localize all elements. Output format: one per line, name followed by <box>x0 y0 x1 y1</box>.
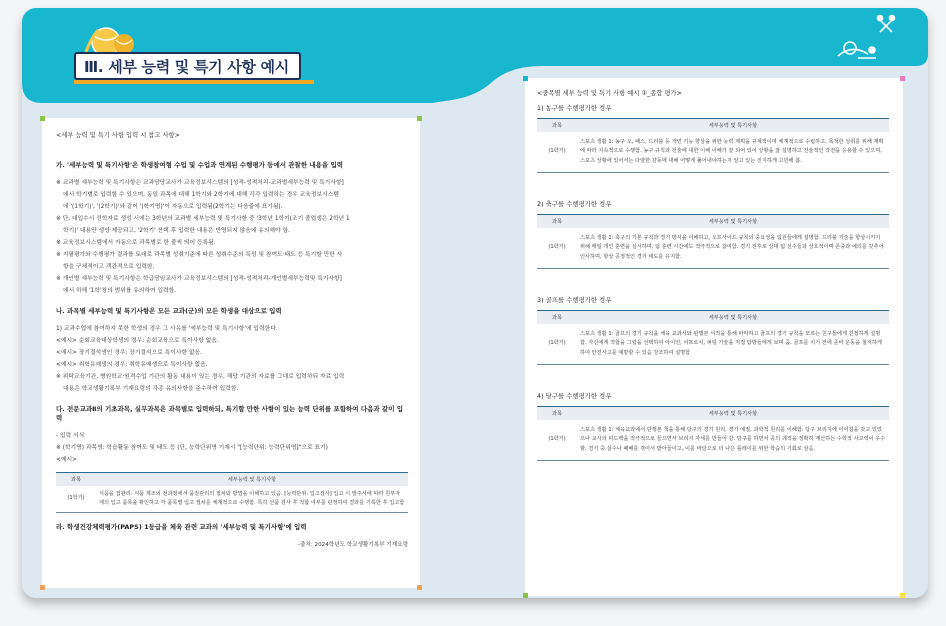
body-line: <예시> 순회교육대상학생의 경우: 순회교육으로 특이사항 없음. <box>56 338 219 345</box>
table-header-details: 세부능력 및 특기사항 <box>577 119 889 132</box>
table-cell-text: 스포츠 생활 1: 골프의 경기 규칙을 체육 교과서와 판별본 서적을 통해 파악하고 골프의 경기 규칙을 모르는 친구들에게 친절하게 설명함. 자신에게 적합을 그립을 선택하여 아이언, 어프로치, 퍼팅 기술을 직접 탐방들에게 보며 줌. 골프를 치기 전에 준비 운동을 철저하게 하여 안전사고를 예방할 수 있음 강조하여 설명함 <box>577 324 889 365</box>
section-title: 3) 골프를 수행평가한 경우 <box>537 296 612 304</box>
section-na-body <box>56 323 408 395</box>
evaluation-table <box>537 214 889 269</box>
body-line: ※ 지필평가와 수행평가 결과를 토대로 과목별 성취기준에 따른 성취수준의 특성 및 참여도·태도 등 특기할 만한 사 <box>56 252 343 259</box>
evaluation-table <box>537 118 889 173</box>
body-line: <예시> <box>56 457 77 464</box>
body-line: ※ 위탁교육기관, 병원학교·원격수업 기관의 활동 내용이 있는 경우, 해당 기관의 자료를 그대로 입력하되 자료 입력 <box>56 374 345 381</box>
evaluation-table <box>537 310 889 365</box>
body-line: 항을 구체적이고 객관적으로 입력함. <box>63 264 155 271</box>
table-header-details: 세부능력 및 특기사항 <box>577 311 889 324</box>
section-title-box <box>74 52 301 80</box>
section-ra-title: 라. 학생건강체력평가(PAPS) 1등급을 체육 관련 교과의 '세부능력 및 특기사항'에 입력 <box>56 522 307 531</box>
crop-mark <box>523 593 528 598</box>
evaluation-table <box>537 406 889 461</box>
left-document-page <box>42 118 420 588</box>
table-row <box>537 324 889 365</box>
document-heading: <중목별 세부 능력 및 특기 사항 예시 ①_종합 평가> <box>537 90 682 97</box>
table-cell-subject: (1학기) <box>537 228 577 269</box>
right-document-page <box>525 78 903 596</box>
table-row <box>537 132 889 173</box>
section-ga-title: 가. '세부능력 및 특기사항'은 학생참여형 수업 및 수업과 연계된 수행평가 등에서 관찰한 내용을 입력 <box>56 161 344 169</box>
body-line: <예시> 장기결석생인 경우: 장기결석으로 특이사항 없음. <box>56 350 202 357</box>
section-title: 4) 당구를 수행평가한 경우 <box>537 392 612 400</box>
section-title: Ⅲ. 세부 능력 및 특기 사항 예시 <box>84 57 289 76</box>
crop-mark <box>40 116 45 121</box>
table-row <box>56 486 408 513</box>
example-table <box>56 472 408 513</box>
body-line: 에서 하해 '1학'창의 범위를 유의하여 입력함. <box>63 288 177 295</box>
body-line: ※ 단, 대입수시 진학자료 생성 시에는 3학년의 교과별 세부능력 및 특기사항 중 '3학년 1학기(조기 졸업생은 2학년 1 <box>56 216 350 223</box>
table-header-subject: 과목 <box>537 215 577 228</box>
title-underline <box>74 80 314 84</box>
table-row <box>537 420 889 461</box>
section-title: 1) 농구를 수행평가한 경우 <box>537 104 612 112</box>
table-header-details: 세부능력 및 특기사항 <box>577 215 889 228</box>
section-ga-body <box>56 177 408 297</box>
body-line: 학기)' 내용만 생성·제공되고, '2학기' 산택 후 입력한 내용은 반영되지 않음에 유의해야 함. <box>63 228 290 235</box>
body-line: 에서 학기별로 입력할 수 있으며, 동일 과목에 대해 1학기와 2학기에 대해 각각 입력하는 경우 교육정보시스템 <box>63 192 339 199</box>
crop-mark <box>523 76 528 81</box>
table-cell-text: 식품을 접관리: 식품 제조의 전과정에서 품질관리의 절차와 방법을 이해하고 있음. [능력단위: 입고검사] 입고 시 발주서에 따라 원부자재의 입고 품목을 확인하고 각 품목별 입고 절차를 체계적으로 수행함. 특히 선품 검사 후 적합 여부를 판정하여 결과를 기록한 후 입고함 <box>96 486 408 513</box>
table-header-subject: 과목 <box>537 119 577 132</box>
section-na-title: 나. 과목별 세부능력 및 특기사항은 모든 교과(군)의 모든 학생을 대상으로 입력 <box>56 307 282 316</box>
table-cell-text: 스포츠 생활 1: 체육교과에서 단행본 책을 통해 당구의 경기 원리, 경기 예절, 과학적 원리를 이해함. 당구 브리지에 이어짐을 갖고 있었으나 교사의 피드백을 적극적으로 들으면서 브리지 자세를 만들어 감. 당구를 하면서 공의 궤적을 정확히 계산하는 수학적 사고력이 우수할. 경기 중 실수나 패배를 겪어서 받아들이고, 이를 바탕으로 더 나은 플레이를 위한 학습의 기회로 삼음. <box>577 420 889 461</box>
sports-equipment-icon <box>828 14 908 64</box>
section-title: 2) 축구를 수행평가한 경우 <box>537 200 612 208</box>
crop-mark <box>900 76 905 81</box>
crop-mark <box>417 116 422 121</box>
section-da-title: 다. 전문교과Ⅱ의 기초과목, 실무과목은 과목별로 입력하되, 특기할 만한 사항이 있는 능력 단위를 포함하여 다음과 같이 입력 <box>56 405 404 423</box>
section-da-body <box>56 430 408 466</box>
table-cell-text: 스포츠 생활 1: 농구 오, 패스, 드리블 등 개인 기능 향상을 위한 능력 계획을 규제적이며 체계적으로 수립하고, 목적한 성취를 위해 계획에 따라 지속적으로 수행함. 농구 규칙과 전술에 대한 이해 이해가 잘 되어 있어 상황을 잘 설명하고 전술적인 작전을 응용할 수 있으며, 스포츠 상황에 있어서는 다양한 감동에 대해 어떻게 풀어내야하는지 알고 있는 진지하게 고민해 봄. <box>577 132 889 173</box>
body-line: ※ (학기명) 과목명: 학습활동 참여도 및 태도 등 (단, 능력단위명 기재시 "[능력단위: 능력단위명]"으로 표기) <box>56 445 328 452</box>
crop-mark <box>40 585 45 590</box>
body-line: 1) 교과수업에 참여하지 못한 학생의 경우 그 사유를 '세부능력 및 특기사항'에 입력한다. <box>56 326 278 333</box>
table-cell-subject: (1학기) <box>537 420 577 461</box>
document-frame <box>22 8 928 598</box>
body-line: ※ 교육정보시스템에서 자동으로 과목별로 한 줄씩 띄어 등록됨. <box>56 240 216 247</box>
body-line: ※ 개인별 세부능력 및 특기사항은 학급담임교사가 교육정보시스템의 [성적-성적처리-개인별세부능력및 특기사항] <box>56 276 342 283</box>
table-header-subject: 과목 <box>537 311 577 324</box>
body-line: - 입력 서식 <box>56 433 85 440</box>
table-cell-subject: (1학기) <box>537 132 577 173</box>
body-line: ※ 교과별 세부능력 및 특기사항은 교과담당교사가 교육정보시스템의 [성적-성적처리-교과별세부능력 및 특기사항] <box>56 180 344 187</box>
crop-mark <box>417 585 422 590</box>
body-line: 내용은 학교생활기록부 기재요령의 각종 유의사항을 준수하여 입력함. <box>63 386 239 393</box>
source-note: -출처: 2024학년도 학교생활기록부 기재요령 <box>298 541 408 548</box>
table-header-subject: 과목 <box>537 407 577 420</box>
table-cell-text: 스포츠 생활 1: 축구의 기본 규칙과 경기 방식을 이해하고, 오프사이드 규칙의 중요성을 팀원들에게 설명함. 드리블 기술을 향상시키기 위해 매일 개인 훈련을 실시하며, 팀 훈련 시간에도 적극적으로 참여함. 경기 전후로 상대 팀 선수들과 상호적이며 존중과 예의를 갖추어 인사하며, 항상 공정적인 경기 태도를 유지함. <box>577 228 889 269</box>
table-header-details: 세부능력 및 특기사항 <box>577 407 889 420</box>
table-cell-subject: (1학기) <box>56 486 96 513</box>
table-header-details: 세부능력 및 특기사항 <box>96 473 408 486</box>
table-header-subject: 과목 <box>56 473 96 486</box>
document-heading: <세부 능력 및 특기 사항 입력 시 참고 사항> <box>56 132 180 139</box>
body-line: <예시> 취학유예생의 경우: 취학유예생으로 특이사항 없음. <box>56 362 208 369</box>
table-cell-subject: (1학기) <box>537 324 577 365</box>
body-line: 에 '(1학기)', '(2학기)'와 같이 '(학기명)'이 자동으로 입력됨(2학기는 다음줄에 표기됨). <box>63 204 283 211</box>
crop-mark <box>900 593 905 598</box>
table-row <box>537 228 889 269</box>
